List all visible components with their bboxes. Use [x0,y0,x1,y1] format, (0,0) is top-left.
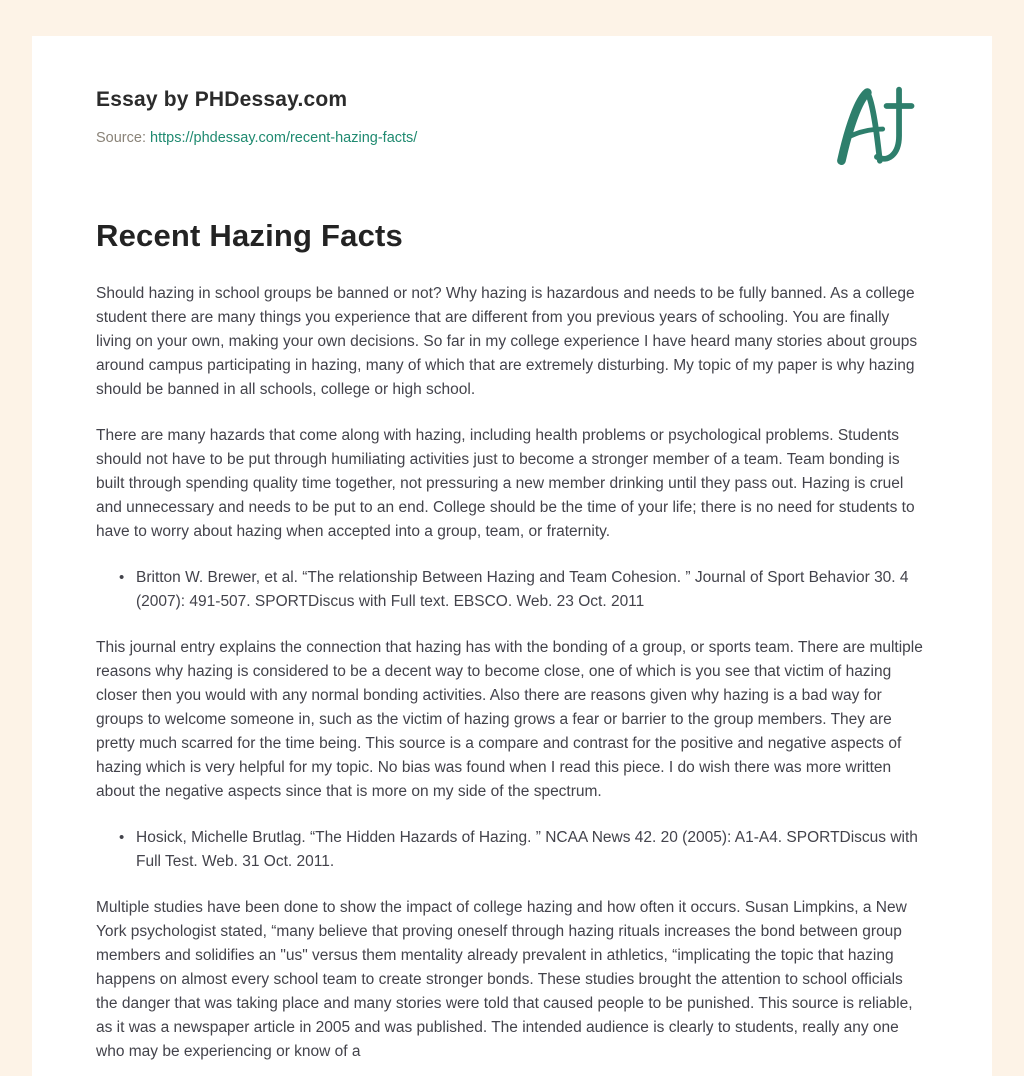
paragraph-studies: Multiple studies have been done to show the impact of college hazing and how often it occurs. Susan Limpkins, a New York psychologist stated, “many believe that proving oneself through hazing rituals increases the bond between group members and solidifies an "us" versus them mentality already prevalent in athletics, “implicating the topic that hazing happens on almost every school team to create stronger bonds. These studies brought the attention to school officials the danger that was taking place and many stories were told that caused people to be punished. This source is reliable, as it was a newspaper article in 2005 and was published. The intended audience is clearly to students, really any one who may be experiencing or know of a [96,899,913,1060]
citation-list-1 [96,566,928,614]
citation-hosick: • Hosick, Michelle Brutlag. “The Hidden Hazards of Hazing. ” NCAA News 42. 20 (2005): A1-A4. SPORTDiscus with Full Test. Web. 31 Oct. 2011. [136,826,928,874]
paragraph-hazards: There are many hazards that come along with hazing, including health problems or psychological problems. Students should not have to be put through humiliating activities just to become a stronger member of a team. Team bonding is built through spending quality time together, not pressuring a new member drinking until they pass out. Hazing is cruel and unnecessary and needs to be put to an end. College should be the time of your life; there is no need for students to have to worry about hazing when accepted into a group, team, or fraternity. [96,427,915,540]
source-url-link[interactable]: https://phdessay.com/recent-hazing-facts/ [150,130,418,146]
article-body [96,282,928,1064]
paragraph-journal-analysis: This journal entry explains the connection that hazing has with the bonding of a group, or sports team. There are multiple reasons why hazing is considered to be a decent way to become close, one of which is you see that victim of hazing closer then you would with any normal bonding activities. Also there are reasons given why hazing is a bad way for groups to welcome someone in, such as the victim of hazing grows a fear or barrier to the group members. They are pretty much scarred for the time being. This source is a compare and contrast for the positive and negative aspects of hazing which is very helpful for my topic. No bias was found when I read this piece. I do wish there was more written about the negative aspects since that is more on my side of the spectrum. [96,639,923,800]
source-line [96,130,788,146]
paragraph-intro: Should hazing in school groups be banned or not? Why hazing is hazardous and needs to be fully banned. As a college student there are many things you experience that are different from you previous years of schooling. You are finally living on your own, making your own decisions. So far in my college experience I have heard many stories about groups around campus participating in hazing, many of which that are extremely disturbing. My topic of my paper is why hazing should be banned in all schools, college or high school. [96,285,918,398]
card-header [96,88,928,146]
citation-brewer: • Britton W. Brewer, et al. “The relationship Between Hazing and Team Cohesion. ” Journal of Sport Behavior 30. 4 (2007): 491-507. SPORTDiscus with Full text. EBSCO. Web. 23 Oct. 2011 [136,566,928,614]
essay-page-card [32,36,992,1076]
aplus-logo-icon [828,82,924,178]
source-label: Source: [96,130,146,146]
brand-title: Essay by PHDessay.com [96,88,348,111]
page-title: Recent Hazing Facts [96,218,403,253]
citation-list-2 [96,826,928,874]
